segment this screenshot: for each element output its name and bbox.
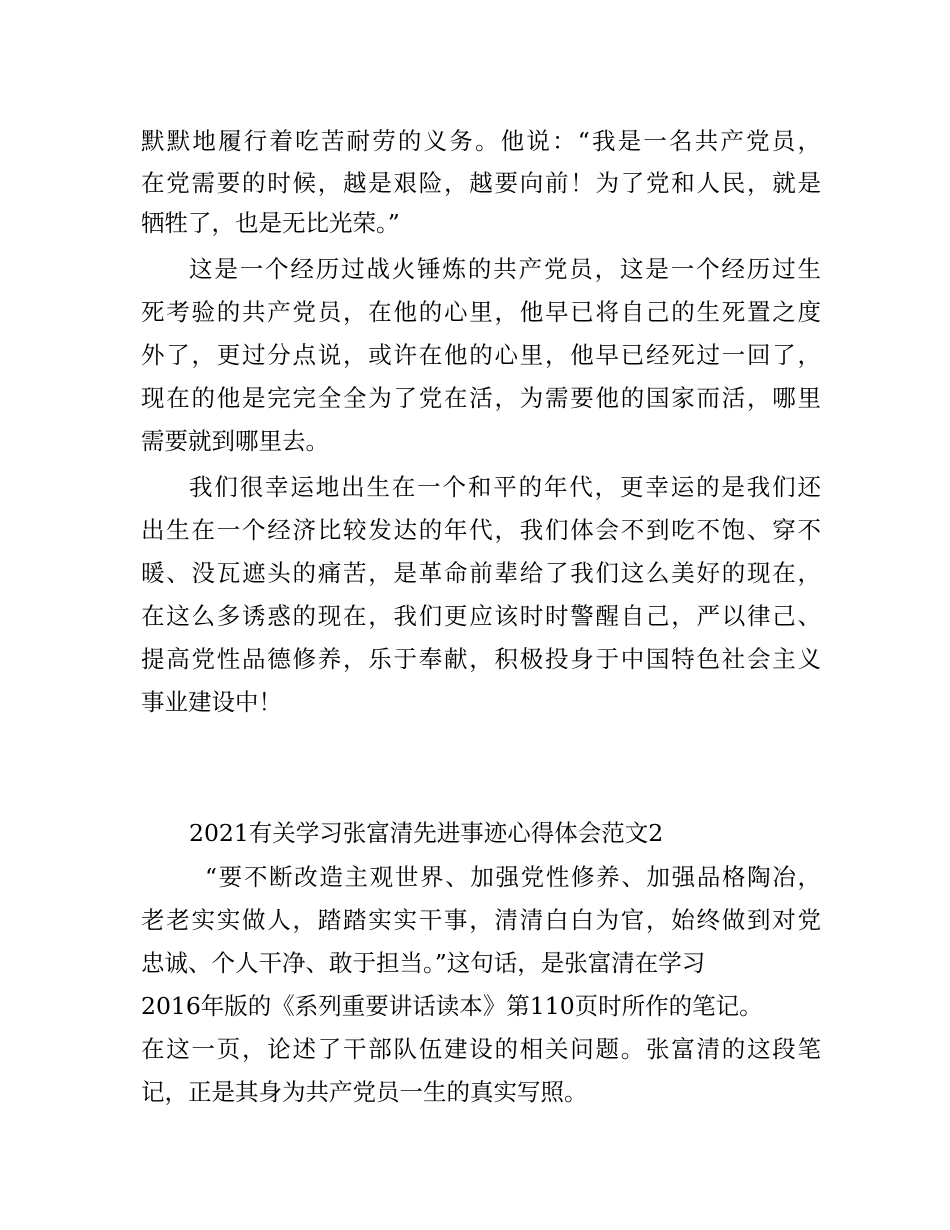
paragraph-3-line-4: 在这么多诱惑的现在，我们更应该时时警醒自己，严以律己、 [141,602,821,630]
paragraph-2-line-2: 死考验的共产党员，在他的心里，他早已将自己的生死置之度 [141,298,821,326]
section-heading: 2021有关学习张富清先进事迹心得体会范文2 [189,819,664,847]
paragraph-2-line-4: 现在的他是完完全全为了党在活，为需要他的国家而活，哪里 [141,384,821,412]
paragraph-3-line-1: 我们很幸运地出生在一个和平的年代，更幸运的是我们还 [189,473,821,501]
paragraph-4-line-3: 忠诚、个人干净、敢于担当。”这句话，是张富清在学习 [141,949,706,977]
paragraph-1-line-3: 牺牲了，也是无比光荣。” [141,209,400,237]
paragraph-2-line-1: 这是一个经历过战火锤炼的共产党员，这是一个经历过生 [189,255,821,283]
paragraph-3-line-5: 提高党性品德修养，乐于奉献，积极投身于中国特色社会主义 [141,645,821,673]
paragraph-4-line-6: 记，正是其身为共产党员一生的真实写照。 [141,1078,588,1106]
paragraph-4-line-5: 在这一页，论述了干部队伍建设的相关问题。张富清的这段笔 [141,1035,821,1063]
paragraph-3-line-2: 出生在一个经济比较发达的年代，我们体会不到吃不饱、穿不 [141,516,821,544]
paragraph-3-line-6: 事业建设中！ [141,688,282,716]
paragraph-2-line-5: 需要就到哪里去。 [141,427,329,455]
paragraph-3-line-3: 暖、没瓦遮头的痛苦，是革命前辈给了我们这么美好的现在， [141,559,821,587]
paragraph-4-line-1: “要不断改造主观世界、加强党性修养、加强品格陶冶， [205,863,821,891]
paragraph-4-line-2: 老老实实做人，踏踏实实干事，清清白白为官，始终做到对党 [141,906,821,934]
paragraph-1-line-2: 在党需要的时候，越是艰险，越要向前！为了党和人民，就是 [141,169,821,197]
paragraph-1-line-1: 默默地履行着吃苦耐劳的义务。他说：“我是一名共产党员， [141,127,821,155]
paragraph-2-line-3: 外了，更过分点说，或许在他的心里，他早已经死过一回了， [141,341,821,369]
paragraph-4-line-4: 2016年版的《系列重要讲话读本》第110页时所作的笔记。 [141,992,763,1020]
